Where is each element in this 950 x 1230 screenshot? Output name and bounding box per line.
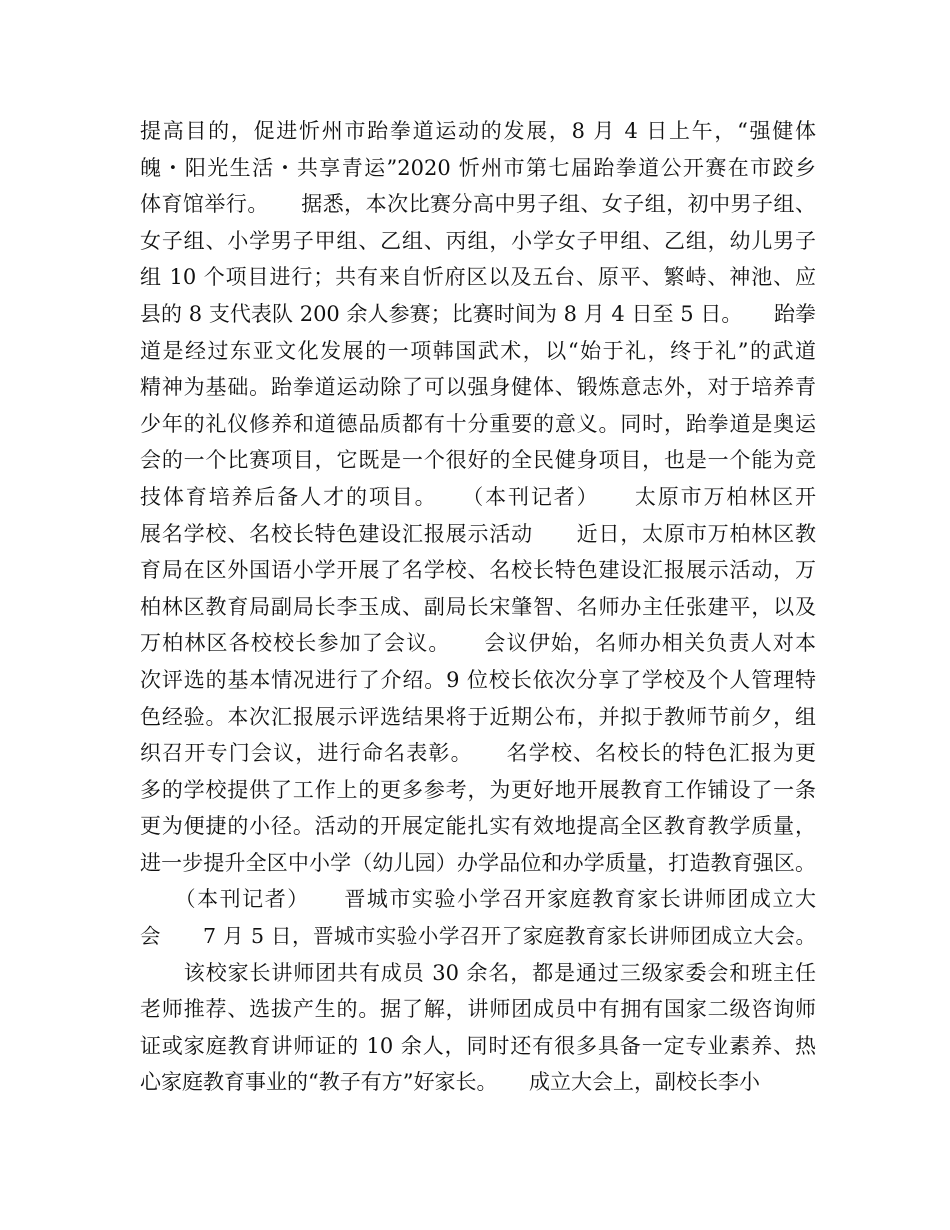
text-line: 多的学校提供了工作上的更多参考，为更好地开展教育工作铺设了一条 (140, 777, 816, 802)
text-line: 提高目的，促进忻州市跆拳道运动的发展，8 月 4 日上午，“强健体 (140, 119, 816, 143)
text-line: 道是经过东亚文化发展的一项韩国武术，以“始于礼，终于礼”的武道 (140, 338, 816, 363)
text-line: 育局在区外国语小学开展了名学校、名校长特色建设汇报展示活动，万 (140, 558, 816, 583)
text-line: 证或家庭教育讲师证的 10 余人，同时还有很多具备一定专业素养、热 (140, 1033, 816, 1058)
text-line: 该校家长讲师团共有成员 30 余名，都是通过三级家委会和班主任 (140, 960, 816, 985)
text-line: 心家庭教育事业的“教子有方”好家长。 成立大会上，副校长李小 (140, 1070, 760, 1095)
article-body (140, 113, 816, 1101)
text-line: 会的一个比赛项目，它既是一个很好的全民健身项目，也是一个能为竞 (140, 448, 816, 473)
text-line: 进一步提升全区中小学（幼儿园）办学品位和办学质量，打造教育强区。 (140, 850, 816, 875)
text-line: 女子组、小学男子甲组、乙组、丙组，小学女子甲组、乙组，幼儿男子 (140, 228, 816, 253)
text-line: 精神为基础。跆拳道运动除了可以强身健体、锻炼意志外，对于培养青 (140, 375, 816, 400)
text-line: 技体育培养后备人才的项目。 （本刊记者） 太原市万柏林区开 (140, 484, 816, 509)
text-line: 魄・阳光生活・共享青运”2020 忻州市第七届跆拳道公开赛在市跤乡 (140, 155, 816, 180)
text-line: （本刊记者） 晋城市实验小学召开家庭教育家长讲师团成立大 (140, 887, 816, 912)
text-line: 体育馆举行。 据悉，本次比赛分高中男子组、女子组，初中男子组、 (140, 192, 816, 217)
text-line: 少年的礼仪修养和道德品质都有十分重要的意义。同时，跆拳道是奥运 (140, 411, 816, 436)
text-line: 万柏林区各校校长参加了会议。 会议伊始，名师办相关负责人对本 (140, 631, 816, 656)
text-line: 色经验。本次汇报展示评选结果将于近期公布，并拟于教师节前夕，组 (140, 704, 816, 729)
text-line: 次评选的基本情况进行了介绍。9 位校长依次分享了学校及个人管理特 (140, 667, 816, 692)
text-line: 老师推荐、选拔产生的。据了解，讲师团成员中有拥有国家二级咨询师 (140, 997, 816, 1022)
text-line: 会 7 月 5 日，晋城市实验小学召开了家庭教育家长讲师团成立大会。 (140, 924, 816, 949)
text-line: 组 10 个项目进行；共有来自忻府区以及五台、原平、繁峙、神池、应 (140, 265, 816, 290)
text-line: 织召开专门会议，进行命名表彰。 名学校、名校长的特色汇报为更 (140, 741, 816, 766)
text-line: 更为便捷的小径。活动的开展定能扎实有效地提高全区教育教学质量， (140, 814, 816, 839)
text-line: 展名学校、名校长特色建设汇报展示活动 近日，太原市万柏林区教 (140, 521, 816, 546)
text-line: 柏林区教育局副局长李玉成、副局长宋肇智、名师办主任张建平，以及 (140, 594, 816, 619)
text-line: 县的 8 支代表队 200 余人参赛；比赛时间为 8 月 4 日至 5 日。 跆拳 (140, 301, 816, 326)
